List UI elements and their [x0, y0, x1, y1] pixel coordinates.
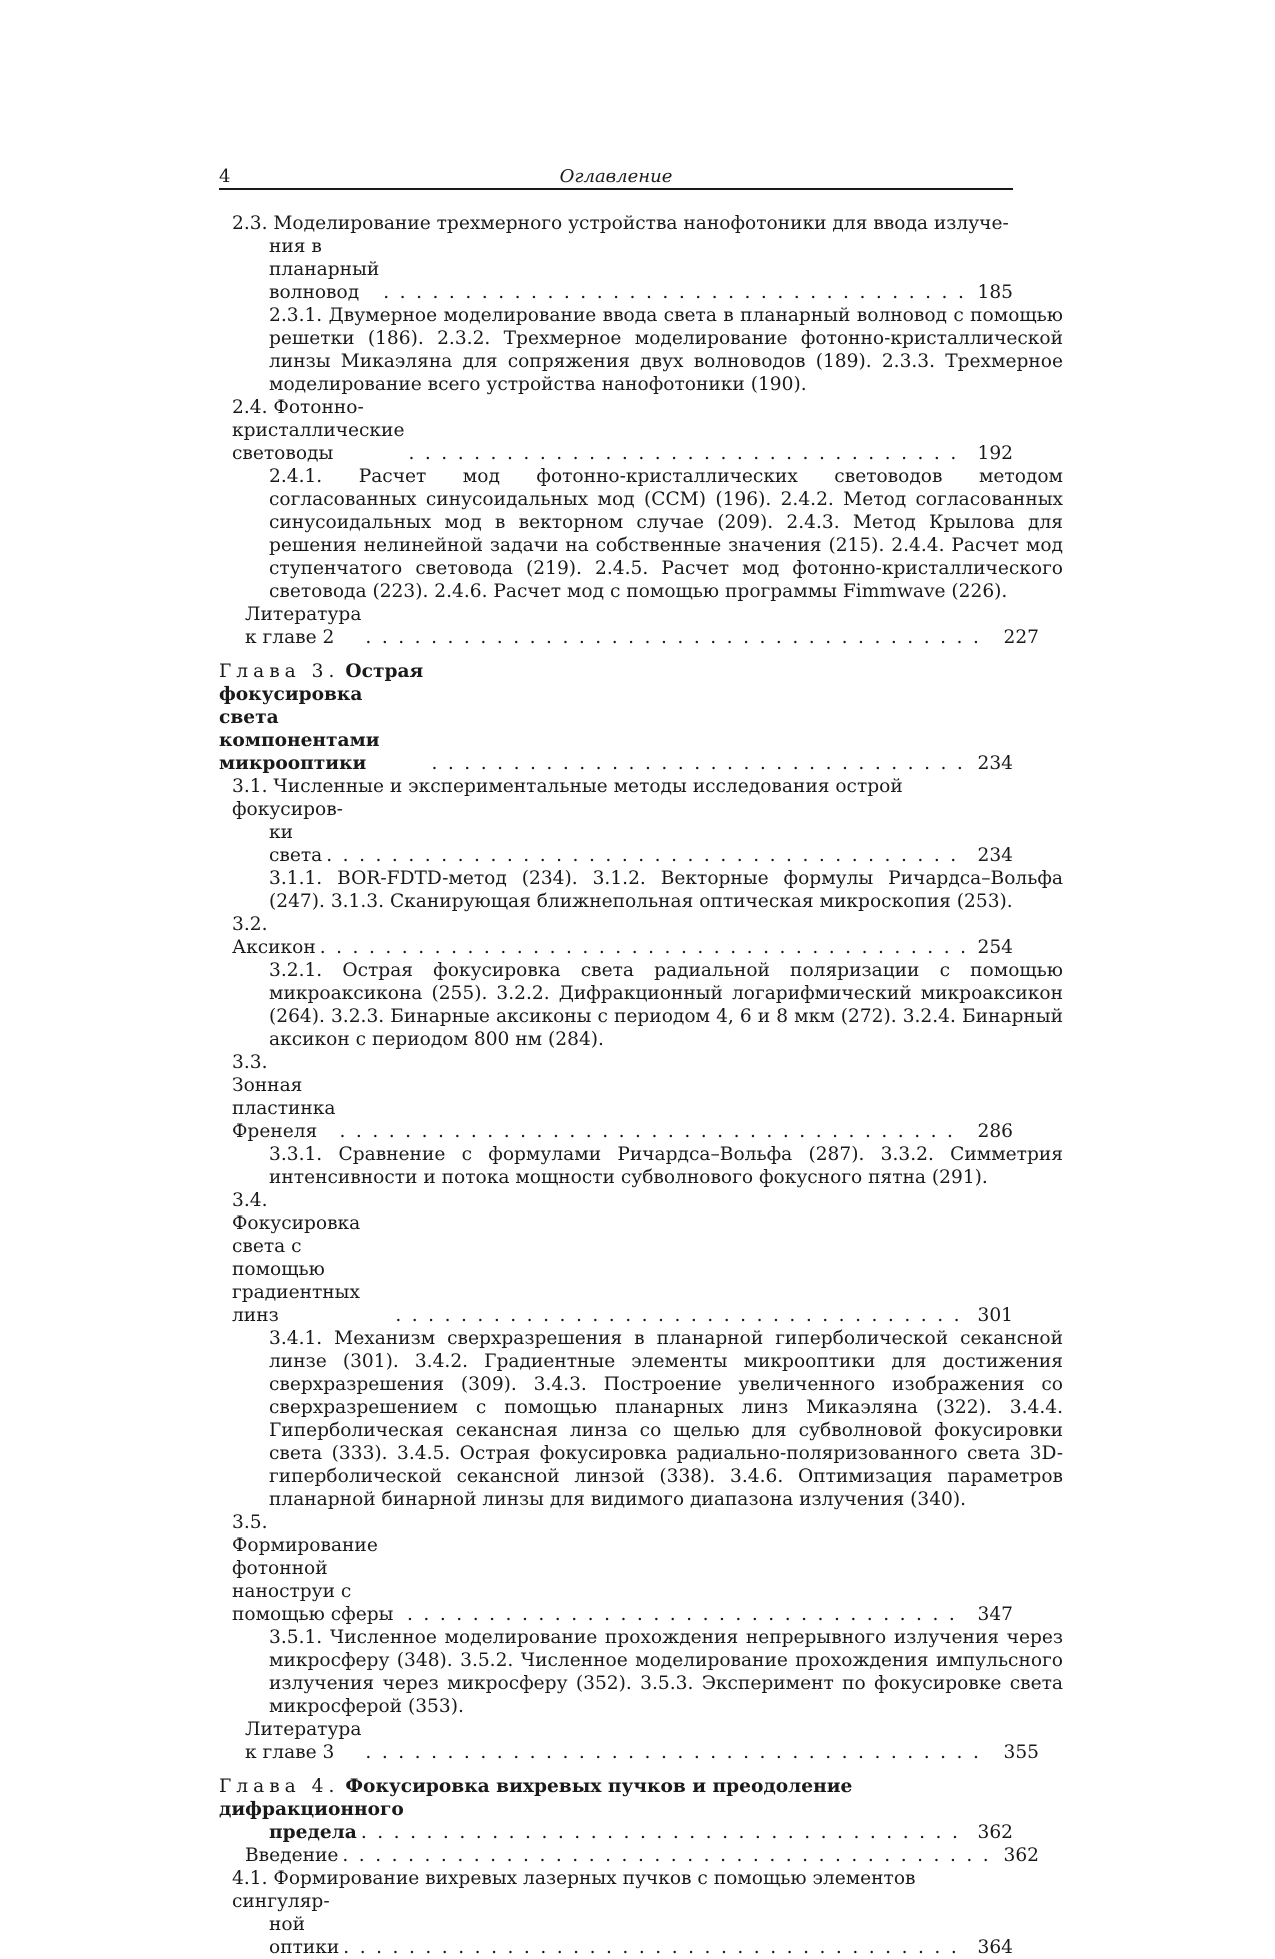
toc-page: 362 — [977, 1822, 1013, 1843]
toc-entry-title: 2.4. Фотонно-кристаллические световоды — [232, 397, 405, 464]
chapter-title: Острая фокусировка света компонентами микрооптики — [219, 661, 424, 774]
running-title: Оглавление — [559, 166, 673, 187]
leader-dots — [342, 1844, 991, 1867]
toc-page: 227 — [1003, 627, 1039, 648]
leader-dots — [361, 1821, 965, 1844]
leader-dots — [431, 752, 965, 775]
toc-chapter-4[interactable]: Глава 4. Фокусировка вихревых пучков и преодоление дифракционного предела . . . 362 — [219, 1775, 1013, 1844]
toc-page: 286 — [977, 1121, 1013, 1142]
leader-dots — [326, 844, 965, 867]
toc-entry-2-4[interactable] — [219, 396, 1013, 465]
leader-dots — [383, 281, 965, 304]
toc-chapter-3[interactable] — [219, 660, 1013, 775]
toc-entry-literature-2[interactable]: Литература к главе 2 . . . 227 — [219, 603, 1039, 649]
toc-page: 364 — [977, 1937, 1013, 1958]
leader-dots — [365, 626, 991, 649]
toc-page: 234 — [977, 845, 1013, 866]
document-page — [219, 160, 1063, 1958]
toc-subsections-3-4: 3.4.1. Механизм сверхразрешения в планарной гиперболической секансной линзе (301). 3.4.2. Градиентные элементы микрооптики для достижения сверхразрешения (309). 3.4.3. Построение увеличенного изображения со сверхразрешением с помощью планарных линз Микаэляна (322). 3.4.4. Гиперболическая секансная линза со щелью для субволновой фокусировки света (333). 3.4.5. Острая фокусировка радиально-поляризованного света 3D-гиперболической секансной линзой (338). 3.4.6. Оптимизация параметров планарной бинарной линзы для видимого диапазона излучения (340). — [269, 1328, 1063, 1510]
running-header — [219, 160, 1013, 190]
toc-entry-literature-3[interactable]: Литература к главе 3 . . . 355 — [219, 1718, 1039, 1764]
leader-dots — [339, 1120, 965, 1143]
chapter-label: Глава 3. — [219, 661, 340, 682]
leader-dots — [365, 1741, 991, 1764]
leader-dots — [343, 1936, 965, 1959]
toc-subsections-3-5: 3.5.1. Численное моделирование прохождения непрерывного излучения через микросферу (348). 3.5.2. Численное моделирование прохождения импульсного излучения через микросферу (352). 3.5.3. Эксперимент по фокусировке света микросферой (353). — [269, 1627, 1063, 1717]
toc-page: 192 — [977, 443, 1013, 464]
toc-entry-title: ния в планарный волновод — [269, 236, 380, 303]
chapter-title: Фокусировка вихревых пучков и преодоление дифракционного — [219, 1776, 853, 1820]
leader-dots — [320, 936, 965, 959]
toc-subsections-3-3: 3.3.1. Сравнение с формулами Ричардса–Вольфа (287). 3.3.2. Симметрия интенсивности и потока мощности субволнового фокусного пятна (291). — [269, 1144, 1063, 1188]
leader-dots — [408, 442, 965, 465]
toc-entry-3-3[interactable]: 3.3. Зонная пластинка Френеля . . . 286 — [219, 1051, 1013, 1143]
leader-dots — [407, 1603, 965, 1626]
toc-page: 234 — [977, 753, 1013, 774]
toc-page: 362 — [1003, 1845, 1039, 1866]
leader-dots — [395, 1304, 965, 1327]
toc-entry-3-5[interactable]: 3.5. Формирование фотонной наноструи с помощью сферы . . . 347 — [219, 1511, 1013, 1626]
toc-page: 185 — [977, 282, 1013, 303]
toc-entry-4-1[interactable]: 4.1. Формирование вихревых лазерных пучков с помощью элементов сингуляр- ной оптики . . . 364 — [219, 1867, 1013, 1959]
toc-entry-3-4[interactable]: 3.4. Фокусировка света с помощью градиентных линз . . . 301 — [219, 1189, 1013, 1327]
toc-entry-3-2[interactable]: 3.2. Аксикон . . . 254 — [219, 913, 1013, 959]
toc-page: 254 — [977, 937, 1013, 958]
toc-page: 347 — [977, 1604, 1013, 1625]
page-number: 4 — [219, 166, 231, 187]
table-of-contents — [219, 212, 1063, 1959]
toc-page: 355 — [1003, 1742, 1039, 1763]
toc-entry-introduction-4[interactable]: Введение . . . 362 — [219, 1844, 1039, 1867]
toc-subsections-2-3: 2.3.1. Двумерное моделирование ввода света в планарный волновод с помощью решетки (186). 2.3.2. Трехмерное моделирование фотонно-кристаллической линзы Микаэляна для сопряжения двух волноводов (189). 2.3.3. Трехмерное моделирование всего устройства нанофотоники (190). — [269, 305, 1063, 395]
toc-subsections-3-2: 3.2.1. Острая фокусировка света радиальной поляризации с помощью микроаксикона (255). 3.2.2. Дифракционный логарифмический микроаксикон (264). 3.2.3. Бинарные аксиконы с периодом 4, 6 и 8 мкм (272). 3.2.4. Бинарный аксикон с периодом 800 нм (284). — [269, 960, 1063, 1050]
toc-subsections-2-4: 2.4.1. Расчет мод фотонно-кристаллических световодов методом согласованных синусоидальных мод (ССМ) (196). 2.4.2. Метод согласованных синусоидальных мод в векторном случае (209). 2.4.3. Метод Крылова для решения нелинейной задачи на собственные значения (215). 2.4.4. Расчет мод ступенчатого световода (219). 2.4.5. Расчет мод фотонно-кристаллического световода (223). 2.4.6. Расчет мод с помощью программы Fimmwave (226). — [269, 466, 1063, 602]
toc-entry-2-3[interactable]: 2.3. Моделирование трехмерного устройства нанофотоники для ввода излуче- ния в планарный волновод . . . 185 — [219, 212, 1013, 304]
toc-page: 301 — [977, 1305, 1013, 1326]
chapter-label: Глава 4. — [219, 1776, 340, 1797]
toc-entry-3-1[interactable]: 3.1. Численные и экспериментальные методы исследования острой фокусиров- ки света . . . 234 — [219, 775, 1013, 867]
toc-subsections-3-1: 3.1.1. BOR-FDTD-метод (234). 3.1.2. Векторные формулы Ричардса–Вольфа (247). 3.1.3. Сканирующая ближнепольная оптическая микроскопия (253). — [269, 868, 1063, 912]
